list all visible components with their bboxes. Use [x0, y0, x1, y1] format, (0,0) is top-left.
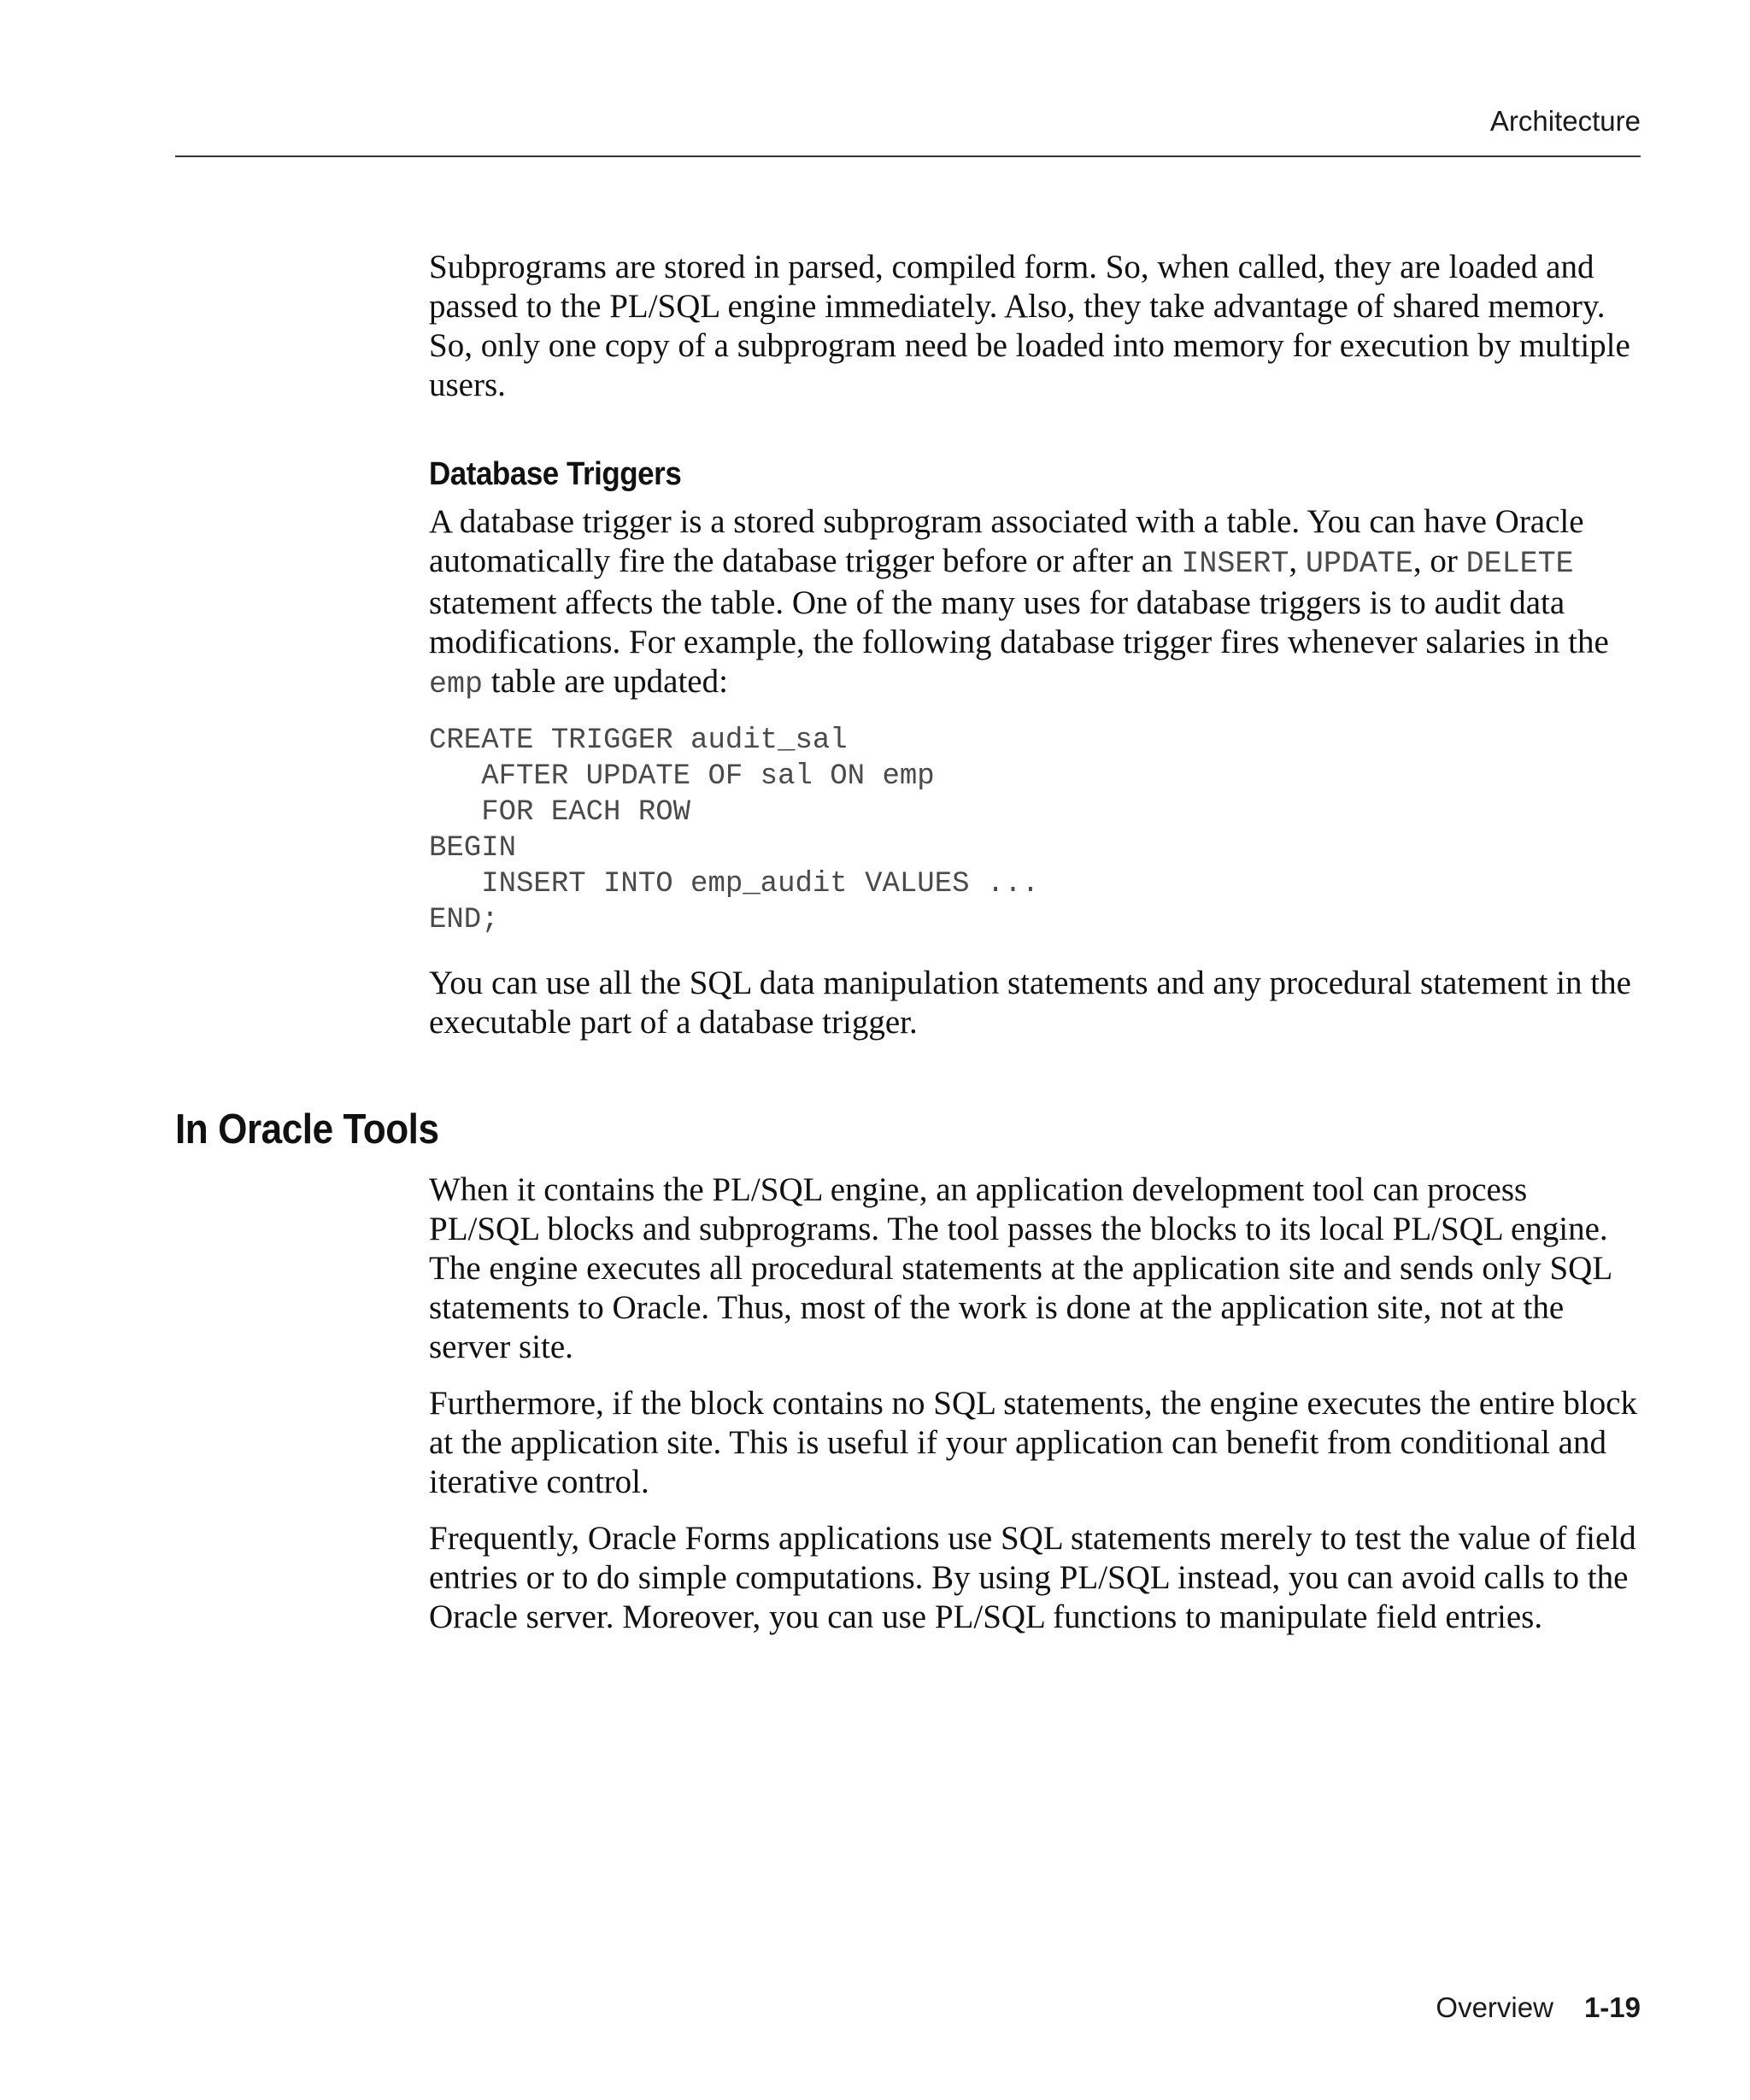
trigger-code-example: CREATE TRIGGER audit_sal AFTER UPDATE OF sal ON emp FOR EACH ROW BEGIN INSERT INTO emp_audit VALUES ... END;: [429, 724, 1040, 936]
running-header: Architecture: [1489, 105, 1641, 137]
intro-section: [429, 248, 1641, 405]
inline-code-update: UPDATE: [1305, 547, 1413, 581]
text-run: statement affects the table. One of the many uses for database triggers is to audit data modifications. For example, the following database trigger fires whenever salaries in the: [429, 584, 1609, 660]
inline-code-delete: DELETE: [1465, 547, 1574, 581]
text-run: A database trigger is a stored subprogram associated with a table. You can have Oracle automatically fire the database trigger before or after an: [429, 503, 1584, 579]
oracle-tools-paragraph-2: Furthermore, if the block contains no SQL statements, the engine executes the entire block at the application site. This is useful if your application can benefit from conditional and iterative control.: [429, 1385, 1638, 1500]
database-triggers-section: [429, 455, 1641, 1042]
intro-paragraph: Subprograms are stored in parsed, compiled form. So, when called, they are loaded and passed to the PL/SQL engine immediately. Also, they take advantage of shared memory. So, only one copy of a subprogram need be loaded into memory for execution by multiple users.: [429, 249, 1630, 403]
oracle-tools-paragraph-1: When it contains the PL/SQL engine, an application development tool can process PL/SQL blocks and subprograms. The tool passes the blocks to its local PL/SQL engine. The engine executes all procedural statements at the application site and sends only SQL statements to Oracle. Thus, most of the work is done at the application site, not at the server site.: [429, 1171, 1612, 1365]
page-number: 1-19: [1583, 1991, 1641, 2023]
text-run: table are updated:: [483, 663, 728, 700]
database-triggers-paragraph: [429, 502, 1641, 704]
trigger-statements-paragraph: You can use all the SQL data manipulation statements and any procedural statement in the executable part of a database trigger.: [429, 965, 1631, 1041]
oracle-tools-heading: In Oracle Tools: [175, 1106, 439, 1153]
page-footer: [175, 1991, 1641, 2025]
header-rule: [175, 155, 1641, 157]
text-run: , or: [1412, 543, 1466, 579]
database-triggers-heading: Database Triggers: [429, 456, 682, 492]
footer-section-name: Overview: [1436, 1991, 1553, 2023]
oracle-tools-section: [429, 1170, 1641, 1637]
inline-code-insert: INSERT: [1181, 547, 1289, 581]
oracle-tools-paragraph-3: Frequently, Oracle Forms applications use SQL statements merely to test the value of field entries or to do simple computations. By using PL/SQL instead, you can avoid calls to the Oracle server. Moreover, you can use PL/SQL functions to manipulate field entries.: [429, 1520, 1636, 1635]
inline-code-emp: emp: [429, 667, 484, 701]
text-run: ,: [1289, 543, 1306, 579]
